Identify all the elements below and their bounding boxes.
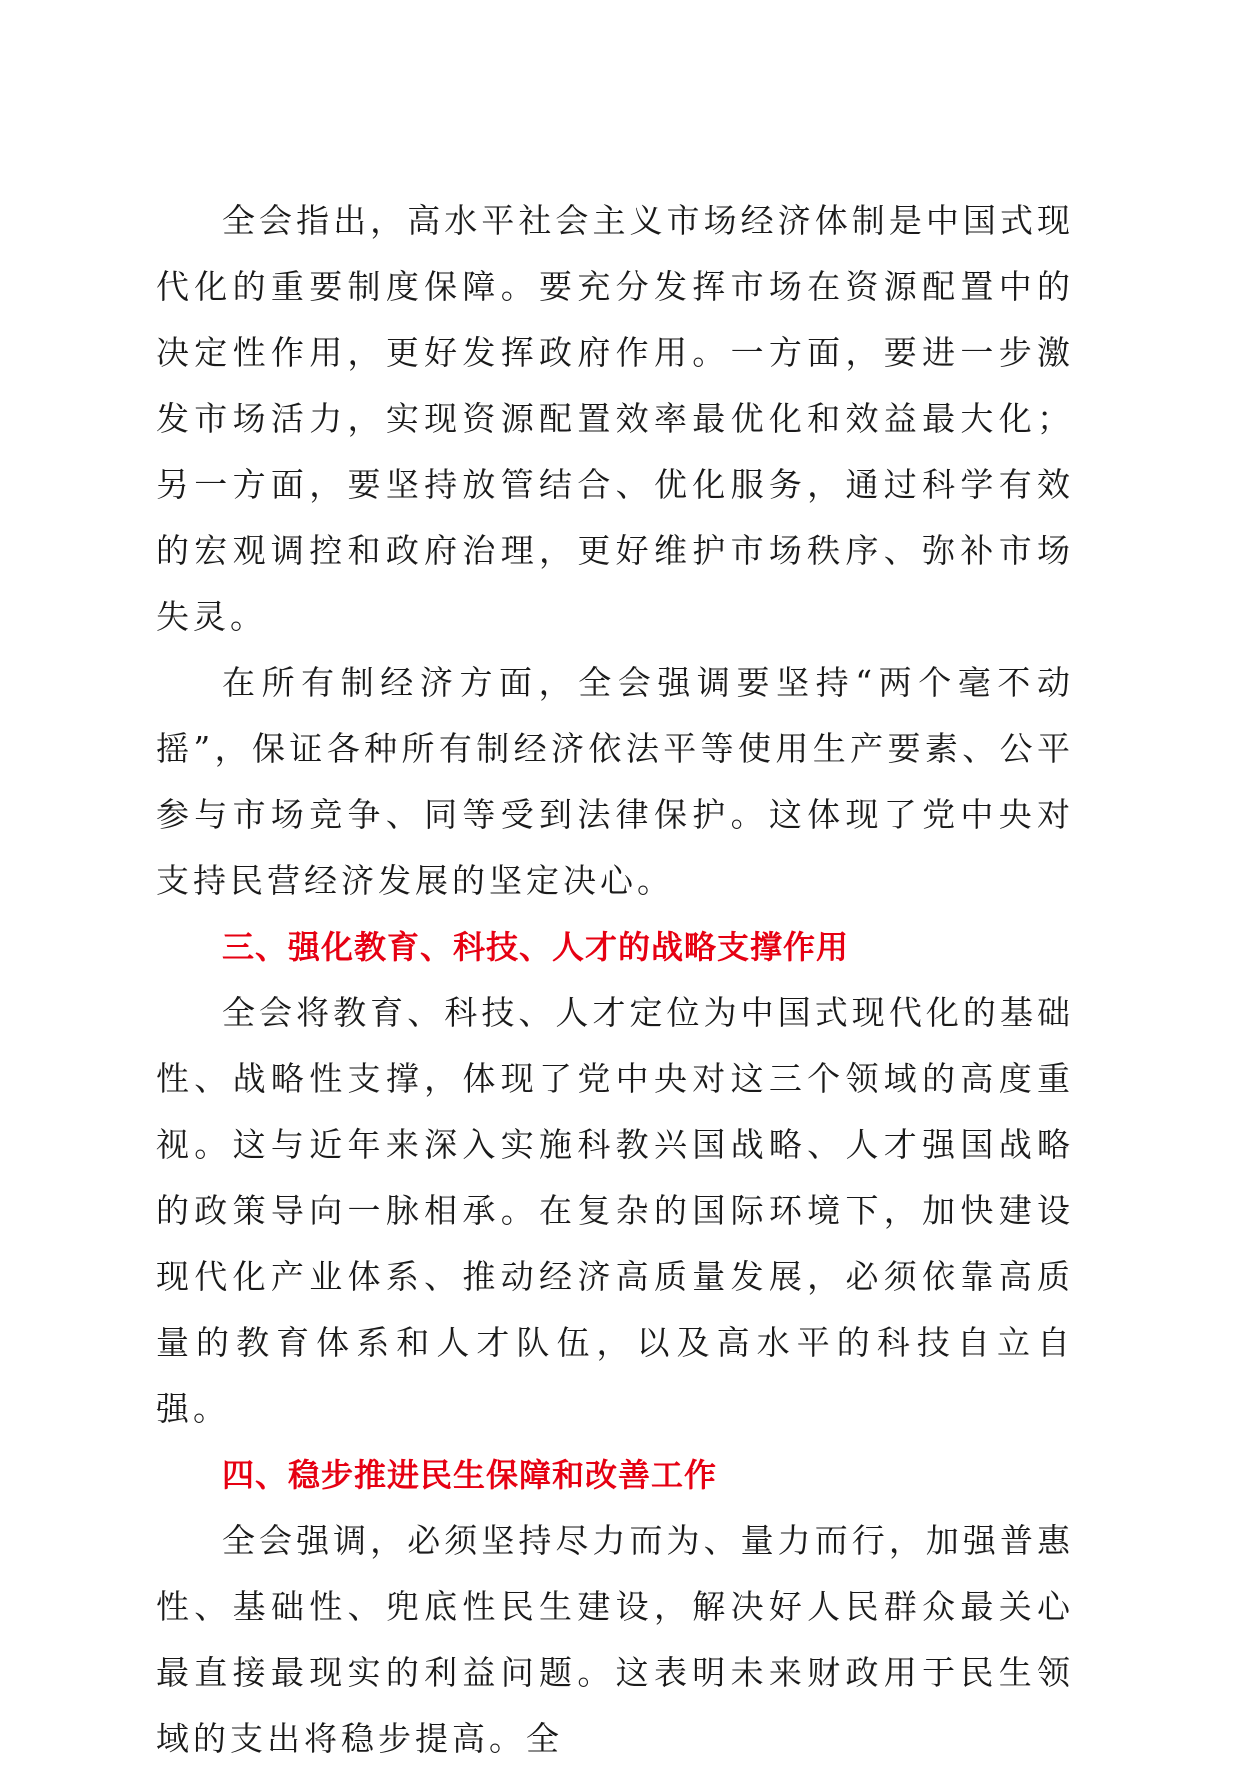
section-heading-education-tech-talent: 三、强化教育、科技、人才的战略支撑作用 [222,928,850,966]
section-heading-livelihood: 四、稳步推进民生保障和改善工作 [222,1456,718,1494]
document-body [156,188,1074,1772]
paragraph-ownership: 在所有制经济方面，全会强调要坚持“两个毫不动摇”，保证各种所有制经济依法平等使用生产要素、公平参与市场竞争、同等受到法律保护。这体现了党中央对支持民营经济发展的坚定决心。 [156,663,1074,900]
paragraph-livelihood: 全会强调，必须坚持尽力而为、量力而行，加强普惠性、基础性、兜底性民生建设，解决好人民群众最关心最直接最现实的利益问题。这表明未来财政用于民生领域的支出将稳步提高。全 [156,1521,1074,1758]
paragraph-market-economy: 全会指出，高水平社会主义市场经济体制是中国式现代化的重要制度保障。要充分发挥市场在资源配置中的决定性作用，更好发挥政府作用。一方面，要进一步激发市场活力，实现资源配置效率最优化和效益最大化；另一方面，要坚持放管结合、优化服务，通过科学有效的宏观调控和政府治理，更好维护市场秩序、弥补市场失灵。 [156,201,1074,636]
paragraph-education-tech-talent: 全会将教育、科技、人才定位为中国式现代化的基础性、战略性支撑，体现了党中央对这三个领域的高度重视。这与近年来深入实施科教兴国战略、人才强国战略的政策导向一脉相承。在复杂的国际环境下，加快建设现代化产业体系、推动经济高质量发展，必须依靠高质量的教育体系和人才队伍，以及高水平的科技自立自强。 [156,993,1074,1428]
